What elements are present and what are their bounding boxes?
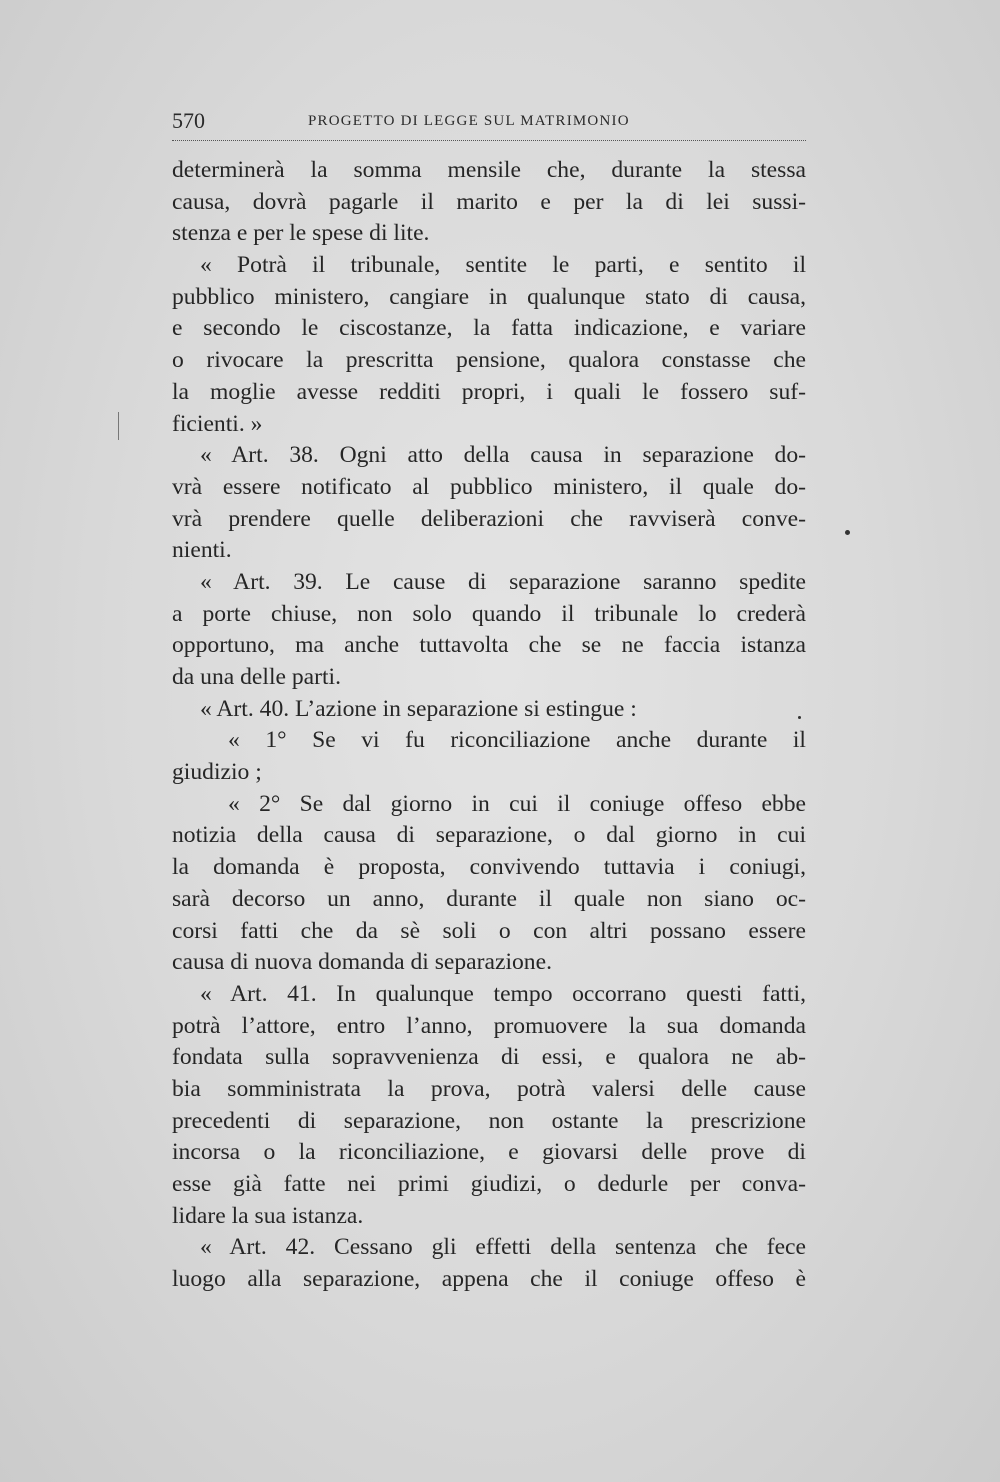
margin-pencil-mark <box>118 412 119 440</box>
text-line: da una delle parti. <box>172 664 342 690</box>
text-line: ficienti. » <box>172 410 263 437</box>
text-line: causa, dovrà pagarle il marito e per la di lei sussi- <box>172 188 806 215</box>
margin-dot-mark <box>845 530 850 535</box>
text-line: a porte chiuse, non solo quando il tribunale lo crederà <box>172 600 806 627</box>
text-line: stenza e per le spese di lite. <box>172 220 430 247</box>
text-line: causa di nuova domanda di separazione. <box>172 949 552 976</box>
text-line: sarà decorso un anno, durante il quale non siano oc- <box>172 885 806 912</box>
text-line: o rivocare la prescritta pensione, qualora constasse che <box>172 347 806 374</box>
text-line: precedenti di separazione, non ostante la prescrizione <box>172 1107 806 1134</box>
text-line: « Art. 41. In qualunque tempo occorrano questi fatti, <box>200 980 806 1007</box>
text-line: determinerà la somma mensile che, durante la stessa <box>172 157 806 183</box>
text-line: bia somministrata la prova, potrà valersi delle cause <box>172 1075 806 1102</box>
running-title: PROGETTO DI LEGGE SUL MATRIMONIO <box>308 113 630 129</box>
text-line: potrà l’attore, entro l’anno, promuovere la sua domanda <box>172 1012 806 1039</box>
page-number: 570 <box>172 108 205 133</box>
text-line: corsi fatti che da sè soli o con altri possano essere <box>172 917 806 944</box>
text-line: e secondo le ciscostanze, la fatta indicazione, e variare <box>172 315 806 342</box>
text-line: « Art. 39. Le cause di separazione saranno spedite <box>200 568 806 595</box>
text-line: « Art. 38. Ogni atto della causa in separazione do- <box>200 442 806 469</box>
text-line: « Art. 42. Cessano gli effetti della sentenza che fece <box>200 1234 806 1261</box>
text-line: nienti. <box>172 537 232 564</box>
text-line: luogo alla separazione, appena che il coniuge offeso è <box>172 1266 806 1293</box>
text-line: vrà essere notificato al pubblico ministero, il quale do- <box>172 473 806 500</box>
text-line: « 1° Se vi fu riconciliazione anche durante il <box>228 727 806 754</box>
body-text <box>172 155 806 1296</box>
text-line: lidare la sua istanza. <box>172 1202 364 1229</box>
text-line: pubblico ministero, cangiare in qualunque stato di causa, <box>172 283 806 310</box>
text-line: incorsa o la riconciliazione, e giovarsi delle prove di <box>172 1139 806 1166</box>
text-line: la domanda è proposta, convivendo tuttavia i coniugi, <box>172 854 806 881</box>
text-line: « 2° Se dal giorno in cui il coniuge offeso ebbe <box>228 790 806 817</box>
text-line: opportuno, ma anche tuttavolta che se ne faccia istanza <box>172 632 806 659</box>
header-rule <box>172 140 806 141</box>
text-line: « Potrà il tribunale, sentite le parti, e sentito il <box>200 252 806 279</box>
margin-dot-mark <box>798 716 801 719</box>
text-line: vrà prendere quelle deliberazioni che ravviserà conve- <box>172 505 806 532</box>
text-line: esse già fatte nei primi giudizi, o dedurle per conva- <box>172 1171 806 1197</box>
text-line: fondata sulla sopravvenienza di essi, e qualora ne ab- <box>172 1044 806 1071</box>
text-line: notizia della causa di separazione, o dal giorno in cui <box>172 822 806 849</box>
text-line: giudizio ; <box>172 759 262 786</box>
text-line: la moglie avesse redditi propri, i quali le fossero suf- <box>172 378 806 405</box>
page-header <box>172 106 806 140</box>
text-line: « Art. 40. L’azione in separazione si estingue : <box>200 695 637 722</box>
